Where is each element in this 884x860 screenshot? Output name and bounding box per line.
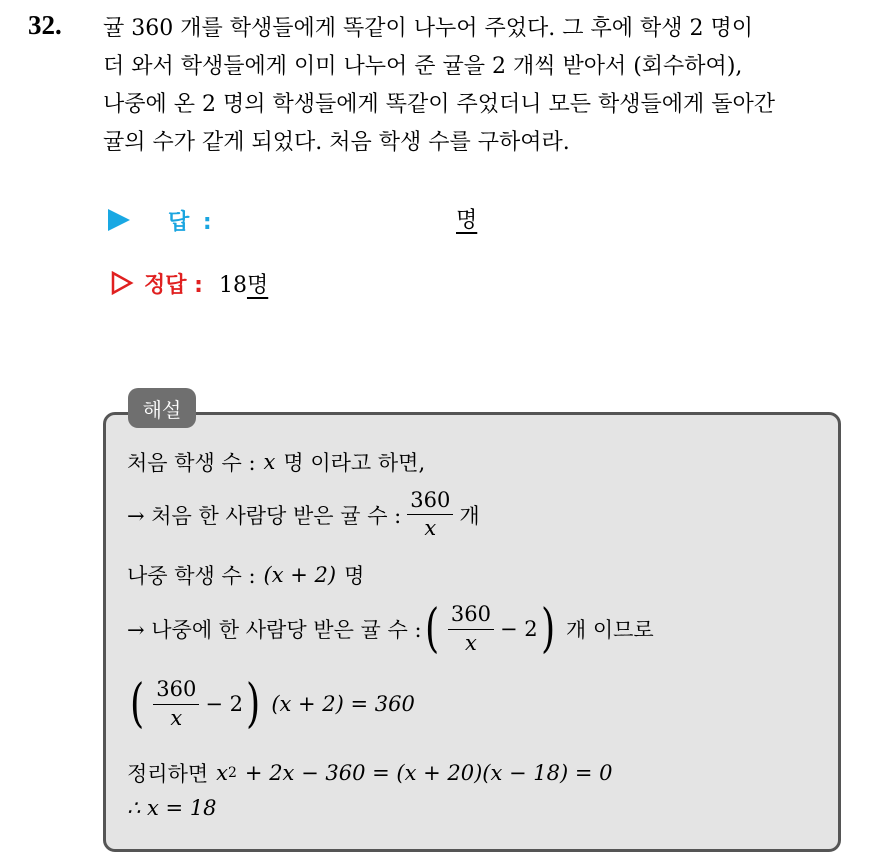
fraction-denominator: x xyxy=(170,705,183,730)
fraction-numerator: 360 xyxy=(407,489,453,515)
math-exponent: 2 xyxy=(228,765,237,781)
solution-line-7 xyxy=(127,796,217,820)
solution-line-2 xyxy=(127,489,480,540)
question-line: 귤 360 개를 학생들에게 똑같이 나누어 주었다. 그 후에 학생 2 명이 xyxy=(103,16,753,41)
question-number: 32. xyxy=(28,10,62,40)
solution-line-6 xyxy=(127,758,612,788)
fraction xyxy=(407,489,453,540)
solution-line-1 xyxy=(127,447,425,477)
question-line: 귤의 수가 같게 되었다. 처음 학생 수를 구하여라. xyxy=(103,130,570,155)
solution-text: 처음 학생 수 : xyxy=(127,451,256,475)
math-conclusion: ∴ x = 18 xyxy=(127,796,217,820)
question-text xyxy=(103,10,863,162)
math-expression: − 2 xyxy=(205,692,244,716)
math-variable: x xyxy=(263,450,276,474)
math-expression: (x + 2) xyxy=(263,563,337,587)
answer-label: 답 : xyxy=(168,209,215,235)
outline-triangle-icon xyxy=(110,271,134,295)
correct-answer-value xyxy=(219,268,268,299)
solution-text: 정리하면 xyxy=(127,762,209,786)
correct-answer-number: 18 xyxy=(218,272,247,298)
fraction-numerator: 360 xyxy=(153,678,199,704)
correct-answer-unit: 명 xyxy=(246,272,269,298)
solution-text: 명 xyxy=(344,564,365,588)
math-expression: (x + 2) = 360 xyxy=(271,692,415,716)
fraction-denominator: x xyxy=(464,630,477,655)
fraction-denominator: x xyxy=(424,516,437,541)
solution-text: 개 이므로 xyxy=(565,618,654,642)
math-expression: − 2 xyxy=(499,617,538,641)
question-line: 더 와서 학생들에게 이미 나누어 준 귤을 2 개씩 받아서 (회수하여), xyxy=(103,54,743,79)
fraction-numerator: 360 xyxy=(448,603,494,629)
answer-unit: 명 xyxy=(456,208,478,233)
solution-text: → 처음 한 사람당 받은 귤 수 : xyxy=(127,503,402,528)
solution-line-5: ( $\frac{360}{x}$ − 2 ) (x + 2) = 360 xyxy=(130,674,415,734)
question-line: 나중에 온 2 명의 학생들에게 똑같이 주었더니 모든 학생들에게 돌아간 xyxy=(103,92,775,117)
answer-row xyxy=(108,203,215,237)
solution-text: 개 xyxy=(459,503,480,528)
correct-answer-row xyxy=(110,266,268,300)
solution-text: 명 이라고 하면, xyxy=(283,451,426,475)
solution-text: → 나중에 한 사람당 받은 귤 수 : xyxy=(127,618,422,642)
math-variable: x xyxy=(216,761,228,785)
solution-text: 나중 학생 수 : xyxy=(127,564,256,588)
solution-line-4: → 나중에 한 사람당 받은 귤 수 : ( $\frac{360}{x}$ − 2 ) 개 이므로 xyxy=(127,599,654,659)
fraction xyxy=(448,603,494,654)
solution-line-3 xyxy=(127,560,364,590)
math-expression: + 2x − 360 = (x + 20)(x − 18) = 0 xyxy=(244,761,613,785)
correct-answer-label: 정답 : xyxy=(144,272,203,298)
play-triangle-icon xyxy=(108,209,130,231)
solution-tag: 해설 xyxy=(128,388,196,428)
fraction xyxy=(153,678,199,729)
